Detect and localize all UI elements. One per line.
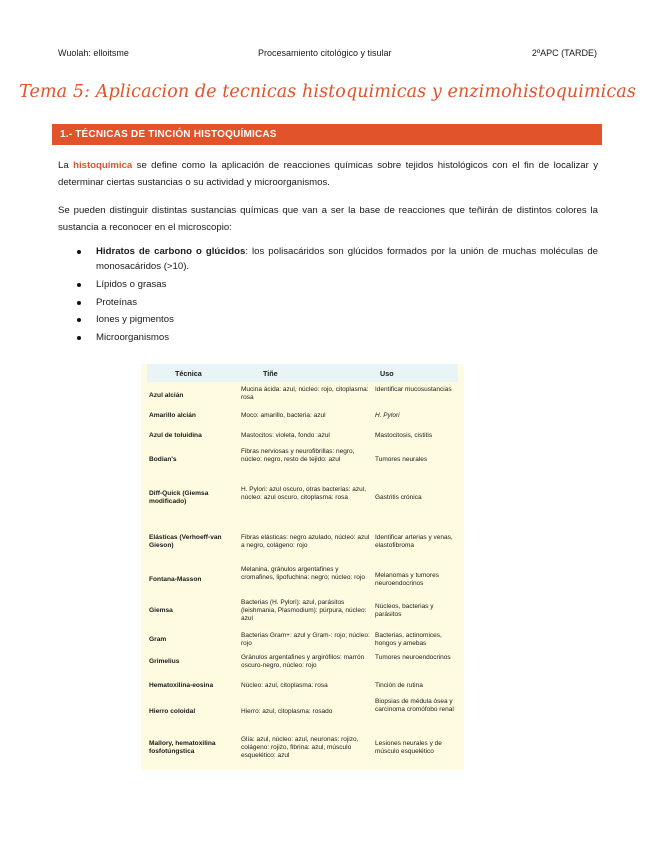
cell-tine: Bacterias Gram+: azul y Gram-: rojo; núcleo: rojo <box>241 632 370 647</box>
cell-uso: Bacterias, actinomices, hongos y amebas <box>375 632 442 647</box>
cell-tecnica: Fontana-Masson <box>149 576 202 583</box>
list-item <box>58 245 598 274</box>
header-course: 2ºAPC (TARDE) <box>531 48 597 58</box>
cell-uso: Mastocitosis, cistitis <box>375 432 433 439</box>
term-histoquimica: histoquímica <box>73 160 133 171</box>
header-author: Wuolah: elloitsme <box>58 48 129 58</box>
cell-tecnica: Azul de toluidina <box>149 432 202 439</box>
cell-uso: H. Pylori <box>375 412 400 419</box>
paragraph-substances: Se pueden distinguir distintas sustancias químicas que van a ser la base de reacciones que teñirán de distintos colores la sustancia a reconocer en el microscopio: <box>58 205 598 233</box>
cell-uso: Gastritis crónica <box>375 494 422 501</box>
cell-uso: Biopsias de médula ósea y carcinoma cromófobo renal <box>375 698 454 713</box>
cell-uso: Tumores neurales <box>375 456 428 463</box>
cell-tecnica: Azul alcián <box>149 392 184 399</box>
para1-prefix: La <box>58 160 74 171</box>
cell-tine: Melanina, gránulos argentafines y cromafines, lipofuchina: negro; núcleo: rojo <box>241 566 365 581</box>
document-title: Tema 5: Aplicacion de tecnicas histoquimicas y enzimohistoquimicas <box>19 82 636 102</box>
list-item: Microorganismos <box>58 331 598 346</box>
cell-tine: Fibras elásticas: negro azulado, núcleo: azul a negro, colágeno: rojo <box>241 534 370 549</box>
cell-tine: Mucina ácida: azul, núcleo: rojo, citoplasma: rosa <box>241 386 369 401</box>
cell-tecnica: Gram <box>149 636 167 643</box>
cell-tecnica: Mallory, hematoxilina fosfotúngstica <box>149 740 216 755</box>
header-uso: Uso <box>380 369 394 378</box>
para1-rest: se define como la aplicación de reacciones químicas sobre tejidos histológicos con el fin de localizar y determinar ciertas sustancias o su actividad y microorganismos. <box>58 160 598 188</box>
section-heading: 1.- TÉCNICAS DE TINCIÓN HISTOQUÍMICAS <box>52 124 602 145</box>
cell-tine: Núcleo: azul, citoplasma: rosa <box>241 682 328 689</box>
cell-tine: H. Pylori: azul oscuro, otras bacterias: azul, núcleo: azul oscuro, citoplasma: rosa <box>241 486 366 501</box>
cell-uso: Núcleos, bacterias y parásitos <box>375 603 434 618</box>
list-item: Lípidos o grasas <box>58 278 598 293</box>
cell-tine: Glía: azul, núcleo: azul, neuronas: rojizo, colágeno: rojizo, fibrina: azul, músculo esquelético: azul <box>241 736 359 759</box>
cell-tecnica: Diff-Quick (Giemsa modificado) <box>149 490 209 505</box>
stains-table <box>141 364 464 770</box>
cell-tine: Moco: amarillo, bacteria: azul <box>241 412 326 419</box>
cell-uso: Identificar mucosustancias <box>375 386 452 393</box>
cell-tecnica: Elásticas (Verhoeff-van Gieson) <box>149 534 222 549</box>
header-subject: Procesamiento citológico y tisular <box>258 48 392 58</box>
header-tecnica: Técnica <box>175 369 202 378</box>
cell-tine: Bacterias (H. Pylori): azul, parásitos (leishmania, Plasmodium): púrpura, núcleo: azul <box>241 599 367 622</box>
cell-tecnica: Grimelius <box>149 658 180 665</box>
list-item: Iones y pigmentos <box>58 313 598 328</box>
cell-tine: Hierro: azul, citoplasma: rosado <box>241 708 333 715</box>
cell-uso: Tumores neuroendocrinos <box>375 654 451 661</box>
cell-tine: Gránulos argentafines y argirófilos: marrón oscuro-negro, núcleo: rojo <box>241 654 365 669</box>
cell-tine: Mastocitos: violeta, fondo :azul <box>241 432 330 439</box>
cell-tecnica: Giemsa <box>149 607 173 614</box>
list-item-bold: Hidratos de carbono o glúcidos <box>96 246 246 257</box>
cell-tecnica: Hematoxilina-eosina <box>149 682 214 689</box>
cell-tecnica: Bodian's <box>149 456 177 463</box>
header-tine: Tiñe <box>263 369 278 378</box>
cell-tecnica: Amarillo alcián <box>149 412 196 419</box>
table-header <box>147 364 458 382</box>
cell-uso: Tinción de rutina <box>375 682 423 689</box>
substances-list <box>58 245 598 348</box>
list-item-text: : los polisacáridos son glúcidos formados por la unión de muchas moléculas de monosacáridos (>10). <box>96 246 599 272</box>
cell-uso: Melanomas y tumores neuroendocrinos <box>375 572 439 587</box>
cell-tecnica: Hierro coloidal <box>149 708 196 715</box>
page-header <box>58 48 597 62</box>
paragraph-definition <box>58 158 598 191</box>
cell-uso: Identificar arterias y venas, elastofibroma <box>375 534 453 549</box>
cell-uso: Lesiones neurales y de músculo esquelético <box>375 740 442 755</box>
cell-tine: Fibras nerviosas y neurofibrillas: negro, núcleo: negro, resto de tejido: azul <box>241 448 355 463</box>
list-item: Proteínas <box>58 296 598 311</box>
